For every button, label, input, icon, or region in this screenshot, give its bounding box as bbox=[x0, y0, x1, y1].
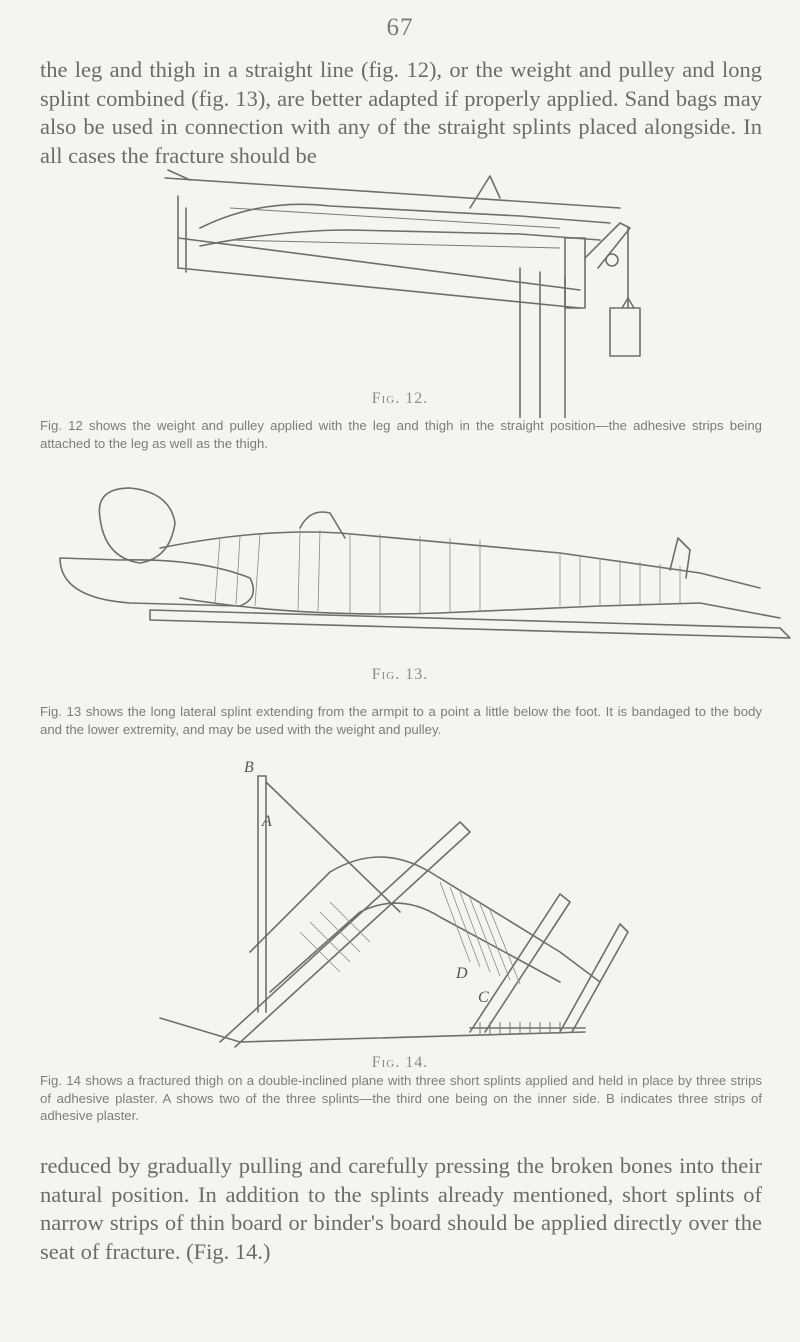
letter-c: C bbox=[478, 989, 489, 1006]
paragraph-bottom: reduced by gradually pulling and carefully pressing the broken bones into their natural position. In addition to the splints already mentioned, short splints of narrow strips of thin board or binder's board should be applied directly over the seat of fracture. (Fig. 14.) bbox=[40, 1153, 762, 1264]
page-number: 67 bbox=[386, 14, 414, 41]
figure-14-label: Fig. 14. bbox=[371, 1054, 429, 1071]
figure-12-label: Fig. 12. bbox=[371, 390, 429, 407]
letter-b: B bbox=[244, 759, 254, 776]
figure-13 bbox=[0, 478, 800, 686]
figure-13-illustration bbox=[0, 478, 800, 648]
figure-13-label: Fig. 13. bbox=[371, 666, 429, 683]
paragraph-top: the leg and thigh in a straight line (fig. 12), or the weight and pulley and long splint combined (fig. 13), are better adapted if properly applied. Sand bags may also be used in connection with any of the straight splints placed alongside. In all cases the fracture should be bbox=[40, 57, 762, 168]
figure-14-caption: Fig. 14 shows a fractured thigh on a double-inclined plane with three short splints applied and held in place by three strips of adhesive plaster. A shows two of the three splints—the third one being on the inner side. B indicates three strips of adhesive plaster. bbox=[40, 1073, 762, 1123]
letter-d: D bbox=[456, 965, 468, 982]
figure-12-caption: Fig. 12 shows the weight and pulley applied with the leg and thigh in the straight position—the adhesive strips being attached to the leg as well as the thigh. bbox=[40, 418, 762, 451]
letter-a: A bbox=[262, 813, 272, 830]
figure-14 bbox=[0, 752, 800, 1072]
figure-13-caption: Fig. 13 shows the long lateral splint extending from the armpit to a point a little below the foot. It is bandaged to the body and the lower extremity, and may be used with the weight and pulley. bbox=[40, 704, 762, 737]
figure-12-illustration bbox=[0, 168, 800, 418]
figure-14-illustration bbox=[0, 752, 800, 1052]
figure-12 bbox=[0, 168, 800, 418]
